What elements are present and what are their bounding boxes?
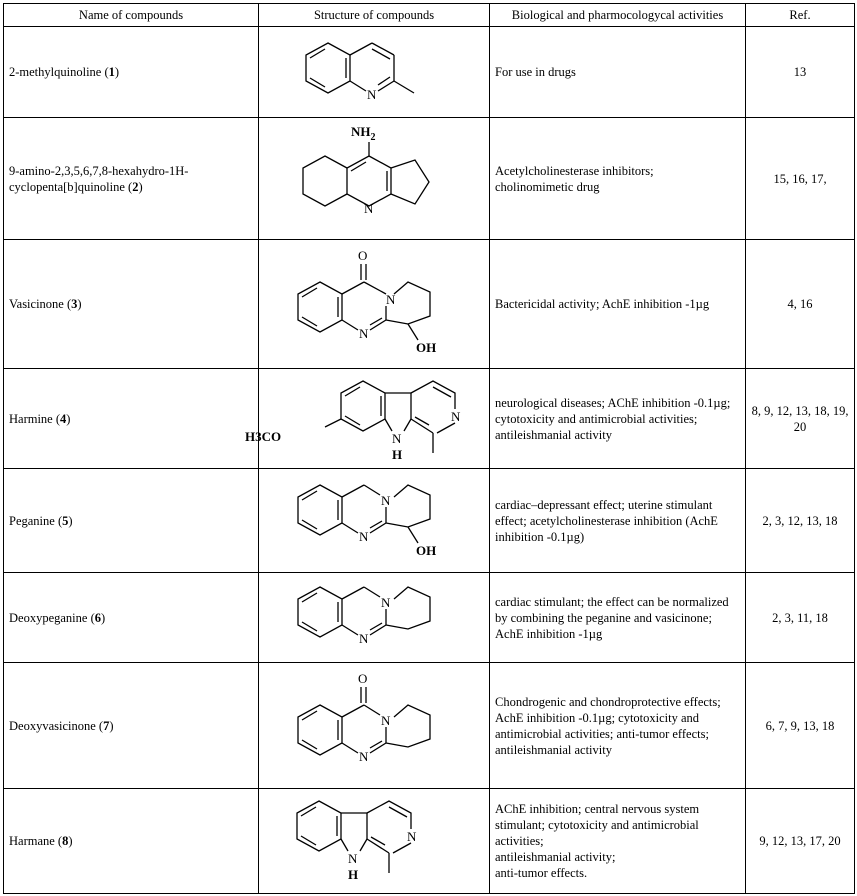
table-row [4, 663, 855, 789]
atom-n: N [407, 829, 417, 844]
compound-name: Deoxyvasicinone (7) [4, 663, 259, 789]
atom-nh-h: H [392, 446, 403, 462]
activities-cell [490, 240, 746, 369]
activity-text: Chondrogenic and chondroprotective effects; AchE inhibition -0.1µg; cytotoxicity and antimicrobial activities; anti-tumor effects; antileishmanial activity [495, 694, 721, 757]
atom-oh: OH [416, 339, 437, 355]
header-name: Name of compounds [4, 4, 259, 27]
activity-text: antileishmanial activity [495, 427, 612, 442]
ref-cell: 9, 12, 13, 17, 20 [746, 789, 855, 894]
header-activities: Biological and pharmocologycal activities [490, 4, 746, 27]
activity-text: Acetylcholinesterase inhibitors; [495, 163, 654, 178]
atom-nh-h: H [348, 867, 359, 882]
atom-n2: N [359, 528, 369, 544]
structure-harmine [245, 369, 490, 469]
structure-drawing [245, 371, 489, 467]
header-ref: Ref. [746, 4, 855, 27]
compound-name: Harmane (8) [4, 789, 259, 894]
activities-cell [490, 469, 746, 573]
atom-n: N [364, 200, 374, 216]
atom-n1: N [381, 594, 391, 610]
structure-deoxyvasicinone [259, 663, 490, 789]
structure-drawing [274, 242, 474, 367]
compound-name: Deoxypeganine (6) [4, 573, 259, 663]
activities-cell [490, 789, 746, 894]
structure-drawing [274, 471, 474, 571]
activity-text: neurological diseases; AChE inhibition -0.1µg; cytotoxicity and antimicrobial activities; [495, 395, 731, 426]
compounds-table [3, 3, 855, 894]
ref-cell: 6, 7, 9, 13, 18 [746, 663, 855, 789]
activities-cell [490, 663, 746, 789]
compound-name: 2-methylquinoline (1) [4, 27, 259, 118]
compound-name: 9-amino-2,3,5,6,7,8-hexahydro-1H-cyclopenta[b]quinoline (2) [4, 118, 259, 240]
header-structure: Structure of compounds [259, 4, 490, 27]
atom-nh-n: N [392, 430, 402, 446]
table-row [4, 469, 855, 573]
atom-n1: N [386, 291, 396, 307]
ref-cell: 8, 9, 12, 13, 18, 19, 20 [746, 369, 855, 469]
structure-tacrine-analog [259, 118, 490, 240]
atom-h3co: H3CO [245, 428, 282, 444]
activity-text: antileishmanial activity; [495, 850, 616, 864]
activity-text: cholinomimetic drug [495, 179, 600, 194]
structure-drawing [274, 120, 474, 238]
ref-cell: 13 [746, 27, 855, 118]
structure-drawing [269, 791, 479, 891]
activities-cell [490, 573, 746, 663]
table-row [4, 27, 855, 118]
structure-peganine [259, 469, 490, 573]
atom-n2: N [359, 630, 369, 646]
ref-cell: 15, 16, 17, [746, 118, 855, 240]
atom-o: O [358, 670, 368, 686]
activity-text: cardiac–depressant effect; uterine stimulant effect; acetylcholinesterase inhibition (AchE inhibition -0.1µg) [495, 497, 718, 544]
atom-nh-n: N [348, 851, 358, 866]
activities-cell [490, 369, 746, 469]
structure-deoxypeganine [259, 573, 490, 663]
table-row [4, 240, 855, 369]
activities-cell [490, 118, 746, 240]
table-row [4, 118, 855, 240]
atom-n2: N [359, 748, 369, 764]
atom-o: O [358, 247, 368, 263]
atom-n: N [451, 408, 461, 424]
activity-text: cardiac stimulant; the effect can be normalized by combining the peganine and vasicinone; AchE inhibition -1µg [495, 594, 729, 641]
table-row [4, 789, 855, 894]
atom-n1: N [381, 492, 391, 508]
atom-n1: N [381, 712, 391, 728]
atom-nh2: $NH_2$ [351, 123, 376, 143]
header-row [4, 4, 855, 27]
ref-cell: 2, 3, 12, 13, 18 [746, 469, 855, 573]
atom-n: N [367, 87, 377, 102]
table-row [4, 573, 855, 663]
ref-cell: 4, 16 [746, 240, 855, 369]
atom-oh: OH [416, 542, 437, 558]
activities-cell [490, 27, 746, 118]
compound-name: Harmine (4) [4, 369, 259, 469]
structure-harmane [259, 789, 490, 894]
activity-text: AChE inhibition; central nervous system stimulant; cytotoxicity and antimicrobial activities; [495, 802, 700, 848]
compound-name: Vasicinone (3) [4, 240, 259, 369]
structure-vasicinone [259, 240, 490, 369]
structure-drawing [274, 665, 474, 787]
structure-drawing [279, 29, 469, 115]
activity-text: anti-tumor effects. [495, 866, 588, 880]
structure-drawing [274, 575, 474, 661]
compound-name: Peganine (5) [4, 469, 259, 573]
activity-text: Bactericidal activity; AchE inhibition -1µg [495, 297, 710, 311]
ref-cell: 2, 3, 11, 18 [746, 573, 855, 663]
table-row [4, 369, 855, 469]
activity-text: For use in drugs [495, 65, 576, 79]
atom-n2: N [359, 325, 369, 341]
structure-2-methylquinoline [259, 27, 490, 118]
